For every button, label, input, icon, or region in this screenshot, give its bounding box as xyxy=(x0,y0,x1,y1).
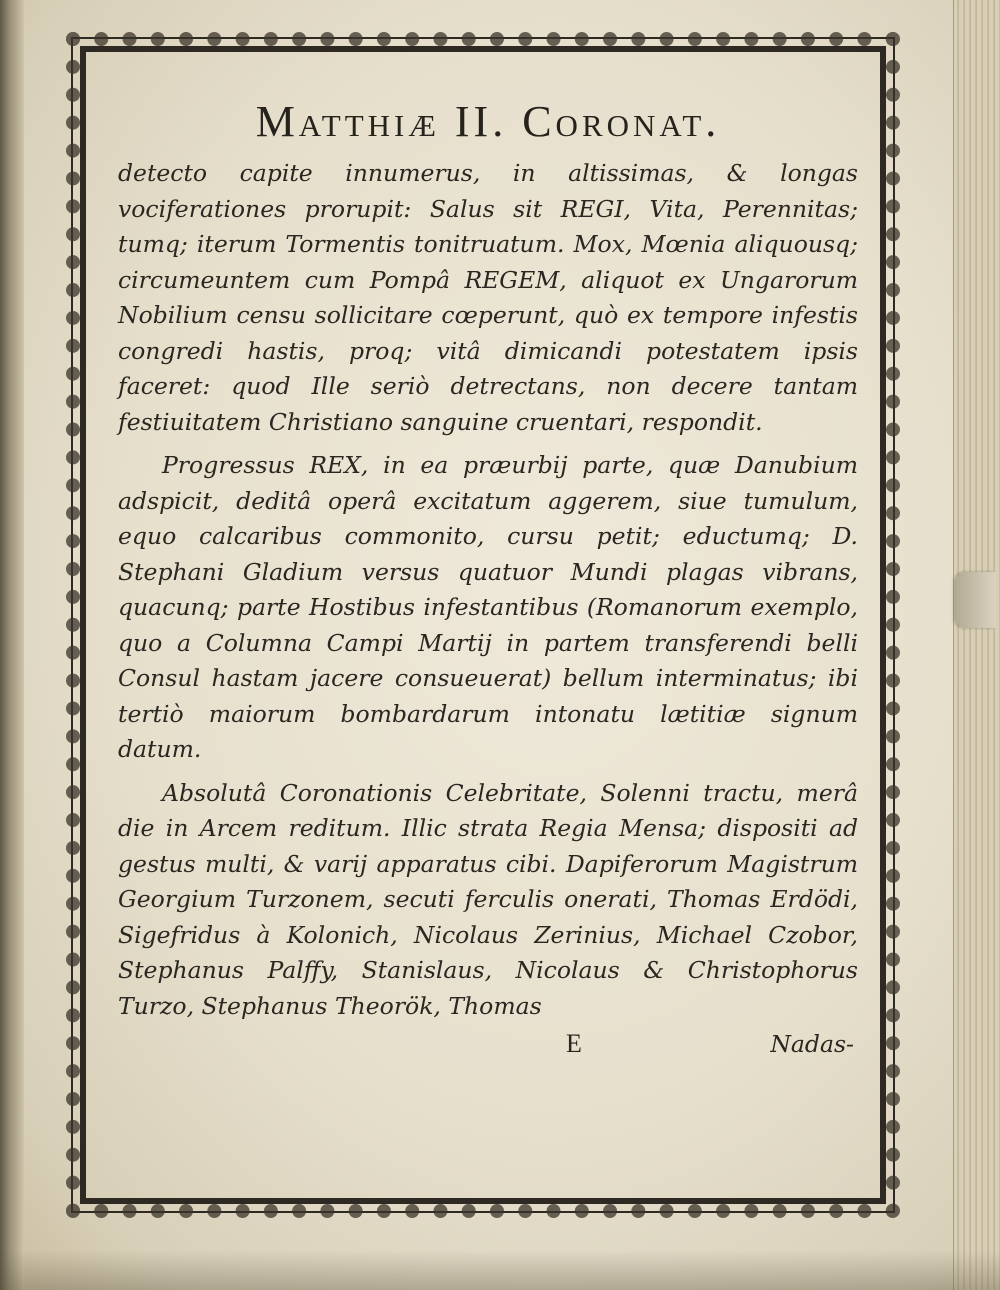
paragraph-2: Progressus REX, in ea præurbij parte, quæ Danubium adspicit, deditâ operâ excitatum aggerem, siue tumulum, equo calcaribus commonito, cursu petit; eductumq; D. Stephani Gladium versus quatuor Mundi plagas vibrans, quacunq; parte Hostibus infestantibus (Romanorum exemplo, quo a Columna Campi Martij in partem transferendi belli Consul hastam jacere consueuerat) bellum interminatus; ibi tertiò maiorum bombardarum intonatu lætitiæ signum datum. xyxy=(118,451,858,763)
page-text-block xyxy=(118,92,858,1062)
running-head: Matthiæ II. Coronat. xyxy=(255,97,721,146)
paragraph-3: Absolutâ Coronationis Celebritate, Solenni tractu, merâ die in Arcem reditum. Illic strata Regia Mensa; dispositi ad gestus multi, & varij apparatus cibi. Dapiferorum Magistrum Georgium Turzonem, secuti ferculis onerati, Thomas Erdödi, Sigefridus à Kolonich, Nicolaus Zerinius, Michael Czobor, Stephanus Palffy, Stanislaus, Nicolaus & Christophorus Turzo, Stephanus Theorök, Thomas xyxy=(118,778,858,1020)
page-edges xyxy=(953,0,1000,1290)
binding-gutter xyxy=(0,0,24,1290)
paragraph-1: detecto capite innumerus, in altissimas, & longas vociferationes prorupit: Salus sit REGI, Vita, Perennitas; tumq; iterum Tormentis tonitruatum. Mox, Mœnia aliquousq; circumeuntem cum Pompâ REGEM, aliquot ex Ungarorum Nobilium censu sollicitare cœperunt, quò ex tempore infestis congredi hastis, proq; vitâ dimicandi potestatem ipsis faceret: quod Ille seriò detrectans, non decere tantam festiuitatem Christiano sanguine cruentari, respondit. xyxy=(118,159,858,436)
bottom-shadow xyxy=(0,1250,1000,1290)
page-tab xyxy=(956,572,996,628)
catchword: Nadas- xyxy=(770,1030,854,1058)
signature-mark: E xyxy=(566,1029,582,1058)
page-footer xyxy=(118,1026,858,1062)
